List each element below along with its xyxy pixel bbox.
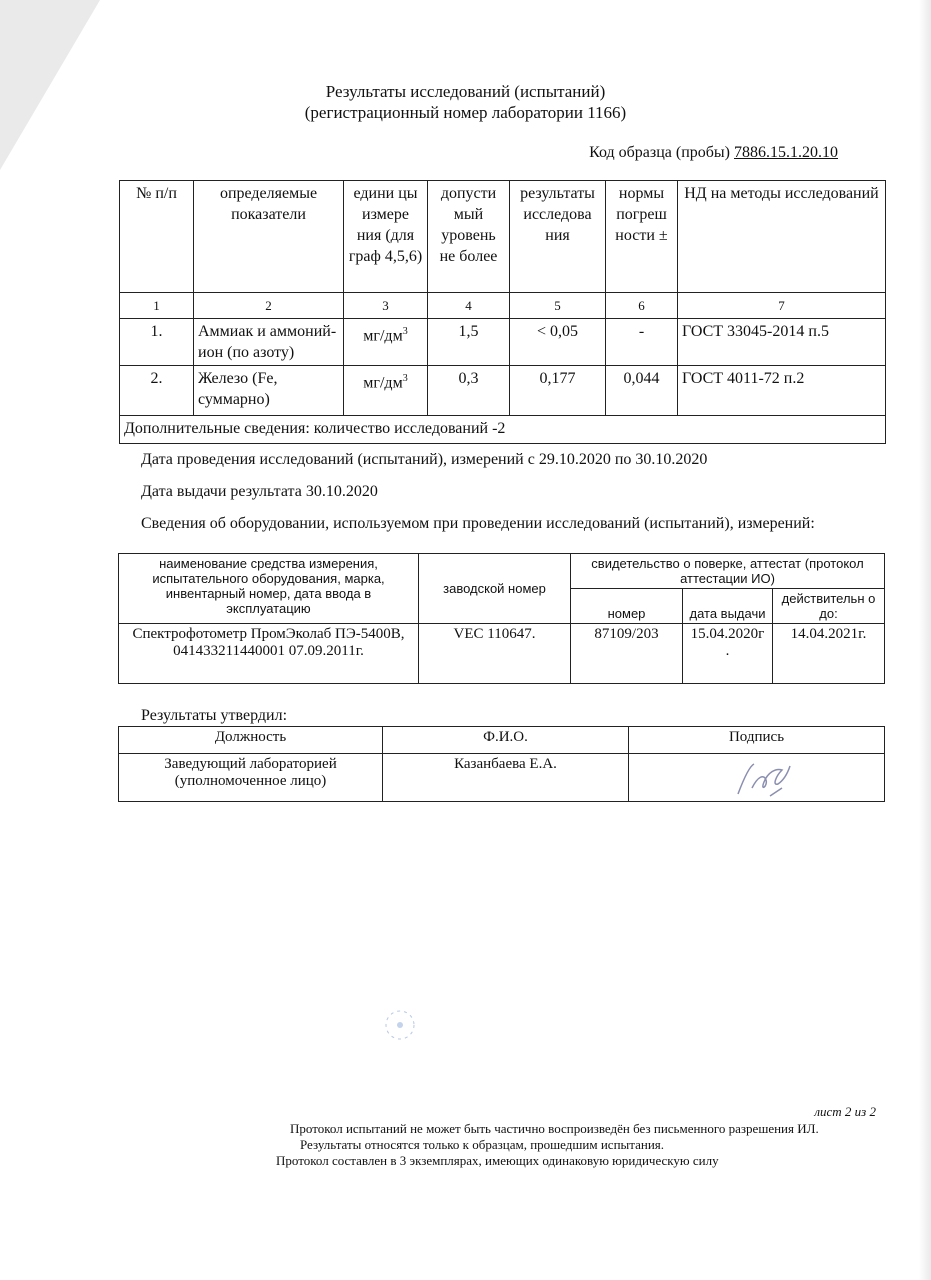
unit-text: мг/дм xyxy=(363,374,403,392)
approval-label: Результаты утвердил: xyxy=(141,707,288,724)
column-number-row xyxy=(120,293,886,319)
equipment-name-header: наименование средства измерения, испытательного оборудования, марка, инвентарный номер, дата ввода в эксплуатацию xyxy=(119,554,419,624)
name-header: Ф.И.О. xyxy=(383,727,629,754)
cert-valid-header: действительн о до: xyxy=(773,589,885,624)
approver-name: Казанбаева Е.А. xyxy=(383,754,629,802)
cert-number-header: номер xyxy=(571,589,683,624)
research-dates: Дата проведения исследований (испытаний), измерений с 29.10.2020 по 30.10.2020 xyxy=(141,451,708,468)
col-number: 5 xyxy=(510,293,606,319)
cert-number: 87109/203 xyxy=(571,624,683,684)
row-unit xyxy=(344,319,428,366)
row-method: ГОСТ 33045-2014 п.5 xyxy=(678,319,886,366)
serial-header: заводской номер xyxy=(419,554,571,624)
unit-superscript: 3 xyxy=(402,373,408,384)
row-limit: 1,5 xyxy=(428,319,510,366)
header-cell-method: НД на методы исследований xyxy=(678,181,886,293)
sheet-number: лист 2 из 2 xyxy=(814,1104,876,1119)
col-number: 4 xyxy=(428,293,510,319)
row-method: ГОСТ 4011-72 п.2 xyxy=(678,366,886,416)
approver-position: Заведующий лабораторией (уполномоченное лицо) xyxy=(119,754,383,802)
row-result: < 0,05 xyxy=(510,319,606,366)
unit-text: мг/дм xyxy=(363,327,403,345)
col-number: 7 xyxy=(678,293,886,319)
header-cell-limit: допусти мый уровень не более xyxy=(428,181,510,293)
approval-header-row xyxy=(119,727,885,754)
row-indicator: Аммиак и аммоний-ион (по азоту) xyxy=(194,319,344,366)
header-cell-unit: едини цы измере ния (для граф 4,5,6) xyxy=(344,181,428,293)
row-number: 1. xyxy=(120,319,194,366)
col-number: 6 xyxy=(606,293,678,319)
table-row xyxy=(119,624,885,684)
certificate-header: свидетельство о поверке, аттестат (протокол аттестации ИО) xyxy=(571,554,885,589)
row-result: 0,177 xyxy=(510,366,606,416)
results-header-row xyxy=(120,181,886,293)
table-row xyxy=(120,366,886,416)
equipment-intro: Сведения об оборудовании, используемом при проведении исследований (испытаний), измерений: xyxy=(141,515,815,532)
row-number: 2. xyxy=(120,366,194,416)
footer-line-3: Протокол составлен в 3 экземплярах, имеющих одинаковую юридическую силу xyxy=(276,1153,719,1168)
cert-valid: 14.04.2021г. xyxy=(773,624,885,684)
additional-info: Дополнительные сведения: количество исследований -2 xyxy=(120,416,886,444)
unit-superscript: 3 xyxy=(402,326,408,337)
issue-date: Дата выдачи результата 30.10.2020 xyxy=(141,483,378,500)
signature-header: Подпись xyxy=(629,727,885,754)
row-error: - xyxy=(606,319,678,366)
row-indicator: Железо (Fe, суммарно) xyxy=(194,366,344,416)
document-title: Результаты исследований (испытаний) xyxy=(325,82,606,101)
header-cell-result: результаты исследова ния xyxy=(510,181,606,293)
signature-icon xyxy=(730,758,800,802)
equipment-table xyxy=(118,553,885,684)
row-limit: 0,3 xyxy=(428,366,510,416)
col-number: 3 xyxy=(344,293,428,319)
sample-code-label: Код образца (пробы) xyxy=(589,144,734,161)
row-unit xyxy=(344,366,428,416)
cert-issued-header: дата выдачи xyxy=(683,589,773,624)
sample-code-value: 7886.15.1.20.10 xyxy=(734,144,838,161)
row-error: 0,044 xyxy=(606,366,678,416)
footer-line-1: Протокол испытаний не может быть частично воспроизведён без письменного разрешения ИЛ. xyxy=(290,1121,819,1136)
cert-issued: 15.04.2020г . xyxy=(683,624,773,684)
results-table xyxy=(119,180,886,444)
additional-info-row xyxy=(120,416,886,444)
page-edge-shadow xyxy=(919,0,931,1280)
equipment-name: Спектрофотометр ПромЭколаб ПЭ-5400В, 041433211440001 07.09.2011г. xyxy=(119,624,419,684)
table-row xyxy=(120,319,886,366)
col-number: 1 xyxy=(120,293,194,319)
document-subtitle: (регистрационный номер лаборатории 1166) xyxy=(304,103,627,122)
sample-code-line xyxy=(589,144,838,162)
equipment-header-row xyxy=(119,554,885,589)
header-cell-error: нормы погреш ности ± xyxy=(606,181,678,293)
header-cell-number: № п/п xyxy=(120,181,194,293)
equipment-serial: VEC 110647. xyxy=(419,624,571,684)
header-cell-indicator: определяемые показатели xyxy=(194,181,344,293)
col-number: 2 xyxy=(194,293,344,319)
position-header: Должность xyxy=(119,727,383,754)
footer-line-2: Результаты относятся только к образцам, прошедшим испытания. xyxy=(300,1137,665,1152)
stamp-trace-icon xyxy=(380,1005,420,1045)
